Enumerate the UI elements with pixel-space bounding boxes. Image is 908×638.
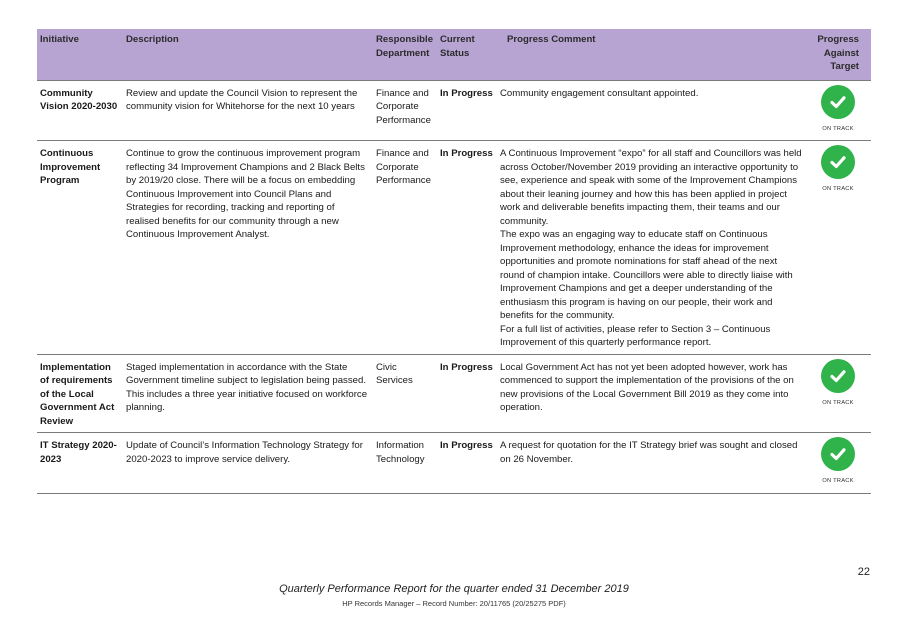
- cell-status: In Progress: [437, 354, 497, 433]
- on-track-label: ON TRACK: [822, 399, 854, 406]
- cell-progress-comment: [497, 433, 805, 494]
- on-track-badge: [821, 437, 855, 489]
- table-body: [37, 80, 871, 493]
- header-initiative: Initiative: [37, 29, 123, 80]
- on-track-label: ON TRACK: [822, 186, 854, 192]
- header-comment: Progress Comment: [497, 29, 805, 80]
- cell-status: In Progress: [437, 141, 497, 355]
- table-row: [37, 141, 871, 355]
- cell-department: Finance and Corporate Performance: [373, 141, 437, 355]
- checkmark-icon: [821, 437, 855, 471]
- cell-progress-target: [805, 141, 871, 355]
- on-track-badge: [821, 145, 855, 197]
- header-department: Responsible Department: [373, 29, 437, 80]
- checkmark-icon: [821, 145, 855, 179]
- header-status: Current Status: [437, 29, 497, 80]
- comment-paragraph: The expo was an engaging way to educate staff on Continuous Improvement methodology, enhance the ideas for improvement opportunities and promote nominations for staff ahead of the next round of champion intake. Councillors were able to directly liaise with Improvement Champions and get a deeper understanding of the enthusiasm this program is having on our people, their work and benefits for the community.: [500, 229, 793, 321]
- performance-table-container: [37, 29, 871, 494]
- cell-status: In Progress: [437, 433, 497, 494]
- cell-progress-target: [805, 354, 871, 433]
- cell-description: Review and update the Council Vision to represent the community vision for Whitehorse for the next 10 years: [123, 80, 373, 141]
- cell-department: Finance and Corporate Performance: [373, 80, 437, 141]
- cell-description: Continue to grow the continuous improvement program reflecting 34 Improvement Champions and 2 Black Belts by 2019/20 close. There will be a focus on embedding Continuous Improvement into Council Plans and Strategies for recording, tracking and reporting of realised benefits for our community through a new Continuous Improvement Analyst.: [123, 141, 373, 355]
- header-target: Progress Against Target: [805, 29, 871, 80]
- footer-title: Quarterly Performance Report for the quarter ended 31 December 2019: [279, 583, 629, 595]
- comment-paragraph: For a full list of activities, please refer to Section 3 – Continuous Improvement of this quarterly performance report.: [500, 323, 771, 348]
- checkmark-icon: [821, 85, 855, 119]
- performance-table: [37, 29, 871, 494]
- cell-description: Staged implementation in accordance with the State Government timeline subject to legislation being passed. This includes a three year initiative focused on workforce planning.: [123, 354, 373, 433]
- cell-description: Update of Council’s Information Technology Strategy for 2020-2023 to improve service delivery.: [123, 433, 373, 494]
- comment-paragraph: Community engagement consultant appointed.: [500, 87, 699, 99]
- checkmark-icon: [821, 359, 855, 393]
- table-row: [37, 354, 871, 433]
- header-row: [37, 29, 871, 80]
- cell-progress-comment: [497, 80, 805, 141]
- table-row: [37, 80, 871, 141]
- header-description: Description: [123, 29, 373, 80]
- footer-record-number: HP Records Manager – Record Number: 20/11765 (20/25275 PDF): [342, 599, 566, 608]
- cell-progress-comment: [497, 354, 805, 433]
- cell-initiative: Community Vision 2020-2030: [37, 80, 123, 141]
- cell-progress-target: [805, 80, 871, 141]
- cell-department: Civic Services: [373, 354, 437, 433]
- cell-initiative: IT Strategy 2020-2023: [37, 433, 123, 494]
- cell-progress-comment: [497, 141, 805, 355]
- comment-paragraph: A Continuous Improvement “expo” for all staff and Councillors was held across October/November 2019 providing an interactive opportunity to see, experience and speak with some of the Improvement Champions about their leaning journey and how this has been applied in project work and deliverable benefits impacting them, their teams and our community.: [500, 148, 802, 227]
- comment-paragraph: Local Government Act has not yet been adopted however, work has commenced to support the implementation of the provisions of the on new provisions of the Local Government Bill 2019 as they come into operation.: [500, 361, 794, 413]
- on-track-badge: [821, 85, 855, 137]
- cell-status: In Progress: [437, 80, 497, 141]
- comment-paragraph: A request for quotation for the IT Strategy brief was sought and closed on 26 November.: [500, 440, 798, 465]
- cell-initiative: Continuous Improvement Program: [37, 141, 123, 355]
- page-number: 22: [857, 566, 870, 578]
- cell-progress-target: [805, 433, 871, 494]
- on-track-badge: [821, 359, 855, 411]
- table-row: [37, 433, 871, 494]
- cell-initiative: Implementation of requirements of the Local Government Act Review: [37, 354, 123, 433]
- table-header: [37, 29, 871, 80]
- on-track-label: ON TRACK: [822, 125, 854, 132]
- cell-department: Information Technology: [373, 433, 437, 494]
- on-track-label: ON TRACK: [822, 478, 854, 484]
